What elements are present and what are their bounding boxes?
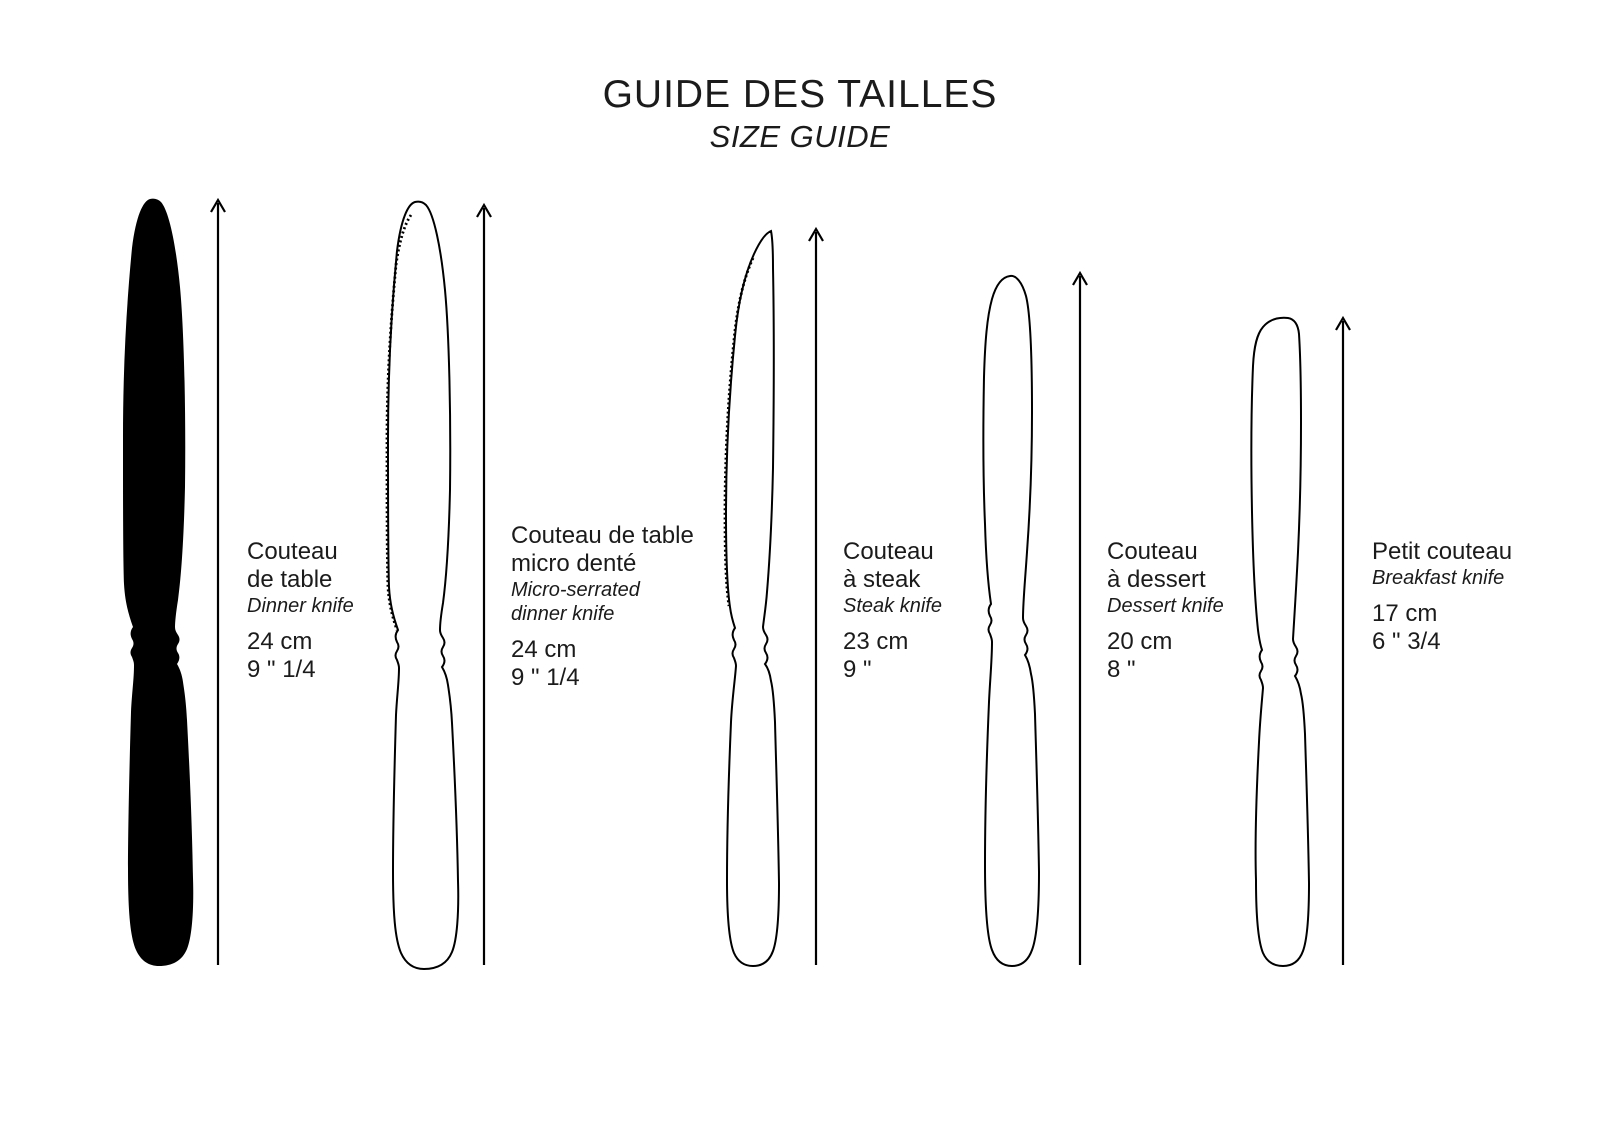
dinner-knife-label bbox=[247, 538, 354, 684]
knife-size-inch: 8 " bbox=[1107, 656, 1136, 683]
micro-serrated-dinner-knife-label bbox=[511, 522, 694, 692]
dessert-knife-silhouette bbox=[983, 276, 1039, 966]
steak-knife-silhouette bbox=[726, 231, 779, 966]
knife-size-inch: 6 " 3/4 bbox=[1372, 628, 1441, 655]
breakfast-knife-figure bbox=[1251, 318, 1350, 966]
knife-name-en-line: Breakfast knife bbox=[1372, 567, 1505, 589]
dinner-knife-silhouette bbox=[123, 199, 193, 966]
knife-name-fr-line: Couteau de table bbox=[511, 522, 694, 549]
knife-name-en-line: dinner knife bbox=[511, 603, 615, 625]
knife-size-inch: 9 " 1/4 bbox=[511, 664, 580, 691]
knife-name-fr-line: Petit couteau bbox=[1372, 538, 1513, 565]
knife-size-cm: 17 cm bbox=[1372, 600, 1438, 627]
knife-size-cm: 23 cm bbox=[843, 628, 909, 655]
knife-name-en-line: Dinner knife bbox=[247, 595, 354, 617]
knife-name-fr-line: Couteau bbox=[247, 538, 338, 565]
knife-name-en-line: Micro-serrated bbox=[511, 579, 640, 601]
knife-size-cm: 20 cm bbox=[1107, 628, 1173, 655]
micro-serrated-knife-arrow bbox=[477, 205, 491, 965]
page-subtitle: SIZE GUIDE bbox=[709, 119, 891, 154]
breakfast-knife-silhouette bbox=[1251, 318, 1309, 966]
knife-name-fr-line: de table bbox=[247, 566, 333, 593]
knife-name-fr-line: à steak bbox=[843, 566, 921, 593]
steak-knife-label bbox=[843, 538, 942, 684]
knife-name-fr-line: à dessert bbox=[1107, 566, 1206, 593]
micro-serrated-dinner-knife-silhouette bbox=[388, 202, 458, 969]
knife-size-inch: 9 " 1/4 bbox=[247, 656, 316, 683]
knife-name-en-line: Steak knife bbox=[843, 595, 942, 617]
knife-name-fr-line: Couteau bbox=[843, 538, 934, 565]
dessert-knife-figure bbox=[983, 273, 1087, 966]
knife-size-inch: 9 " bbox=[843, 656, 872, 683]
micro-serrated-dinner-knife-figure bbox=[387, 202, 458, 969]
knife-name-fr-line: Couteau bbox=[1107, 538, 1198, 565]
dessert-knife-label bbox=[1107, 538, 1224, 684]
knife-name-fr-line: micro denté bbox=[511, 550, 637, 577]
knife-name-en-line: Dessert knife bbox=[1107, 595, 1224, 617]
breakfast-knife-label bbox=[1372, 538, 1512, 656]
dinner-knife-figure bbox=[123, 199, 225, 966]
page-title: GUIDE DES TAILLES bbox=[602, 73, 998, 116]
knife-size-cm: 24 cm bbox=[511, 636, 577, 663]
knife-size-cm: 24 cm bbox=[247, 628, 313, 655]
steak-knife-figure bbox=[725, 229, 823, 966]
